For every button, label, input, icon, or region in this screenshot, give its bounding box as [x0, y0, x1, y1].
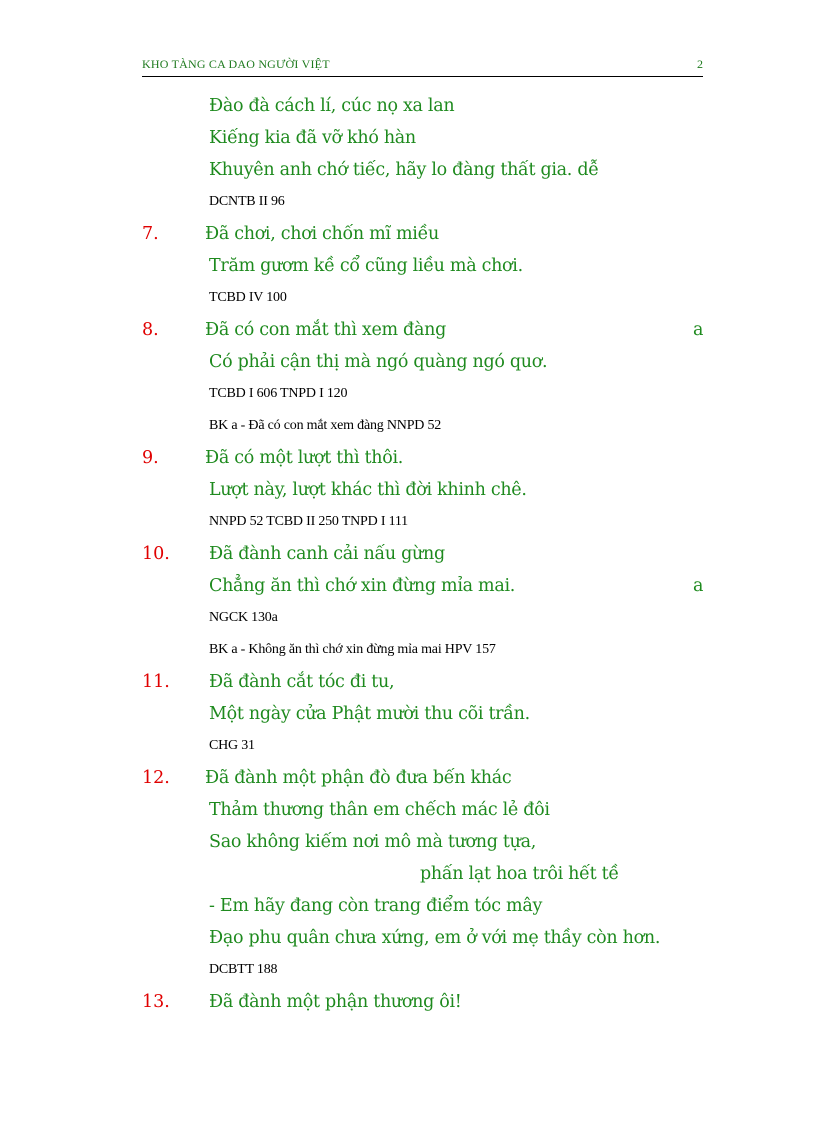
source-reference: DCNTB II 96	[209, 194, 285, 209]
verse-line: Đã chơi, chơi chốn mĩ miều	[205, 224, 440, 244]
verse-line: Khuyên anh chớ tiếc, hãy lo đàng thất gia. dễ	[209, 160, 599, 180]
verse-line: Đã đành một phận thương ôi!	[209, 992, 462, 1012]
page-number: 2	[697, 57, 703, 71]
entry-number: 10.	[142, 544, 170, 564]
source-reference: NNPD 52 TCBD II 250 TNPD I 111	[209, 514, 408, 529]
source-reference: TCBD IV 100	[209, 290, 287, 305]
verse-line: Đã có con mắt thì xem đàng	[205, 320, 446, 340]
verse-line: Trăm gươm kề cổ cũng liều mà chơi.	[209, 256, 523, 276]
verse-line: Thảm thương thân em chếch mác lẻ đôi	[209, 800, 550, 820]
entry-number: 7.	[142, 224, 159, 244]
source-reference: CHG 31	[209, 738, 255, 753]
verse-line: Chẳng ăn thì chớ xin đừng mỉa mai.	[209, 576, 516, 596]
verse-line: Sao không kiếm nơi mô mà tương tựa,	[209, 832, 537, 852]
entry-number: 12.	[142, 768, 170, 788]
verse-line: Có phải cận thị mà ngó quàng ngó quơ.	[209, 352, 548, 372]
verse-line: phấn lạt hoa trôi hết tề	[420, 864, 619, 884]
verse-line: Lượt này, lượt khác thì đời khinh chê.	[209, 480, 527, 500]
verse-line: - Em hãy đang còn trang điểm tóc mây	[209, 896, 543, 916]
entry-number: 13.	[142, 992, 170, 1012]
book-title: KHO TÀNG CA DAO NGƯỜI VIỆT	[142, 57, 330, 71]
verse-line: Đào đà cách lí, cúc nọ xa lan	[209, 96, 455, 116]
running-header	[142, 56, 703, 77]
variant-marker: a	[693, 320, 704, 340]
entry-number: 9.	[142, 448, 159, 468]
verse-line: Kiếng kia đã vỡ khó hàn	[209, 128, 416, 148]
variant-note: BK a - Không ăn thì chớ xin đừng mỉa mai HPV 157	[209, 642, 496, 657]
verse-line: Một ngày cửa Phật mười thu cõi trần.	[209, 704, 530, 724]
verse-line: Đã đành một phận đò đưa bến khác	[205, 768, 512, 788]
verse-line: Đạo phu quân chưa xứng, em ở với mẹ thầy còn hơn.	[209, 928, 661, 948]
variant-marker: a	[693, 576, 704, 596]
source-reference: DCBTT 188	[209, 962, 278, 977]
entry-number: 11.	[142, 672, 170, 692]
variant-note: BK a - Đã có con mắt xem đàng NNPD 52	[209, 418, 442, 433]
verse-line: Đã đành cắt tóc đi tu,	[209, 672, 395, 692]
verse-line: Đã có một lượt thì thôi.	[205, 448, 404, 468]
source-reference: NGCK 130a	[209, 610, 278, 625]
entry-number: 8.	[142, 320, 159, 340]
verse-line: Đã đành canh cải nấu gừng	[209, 544, 445, 564]
source-reference: TCBD I 606 TNPD I 120	[209, 386, 348, 401]
